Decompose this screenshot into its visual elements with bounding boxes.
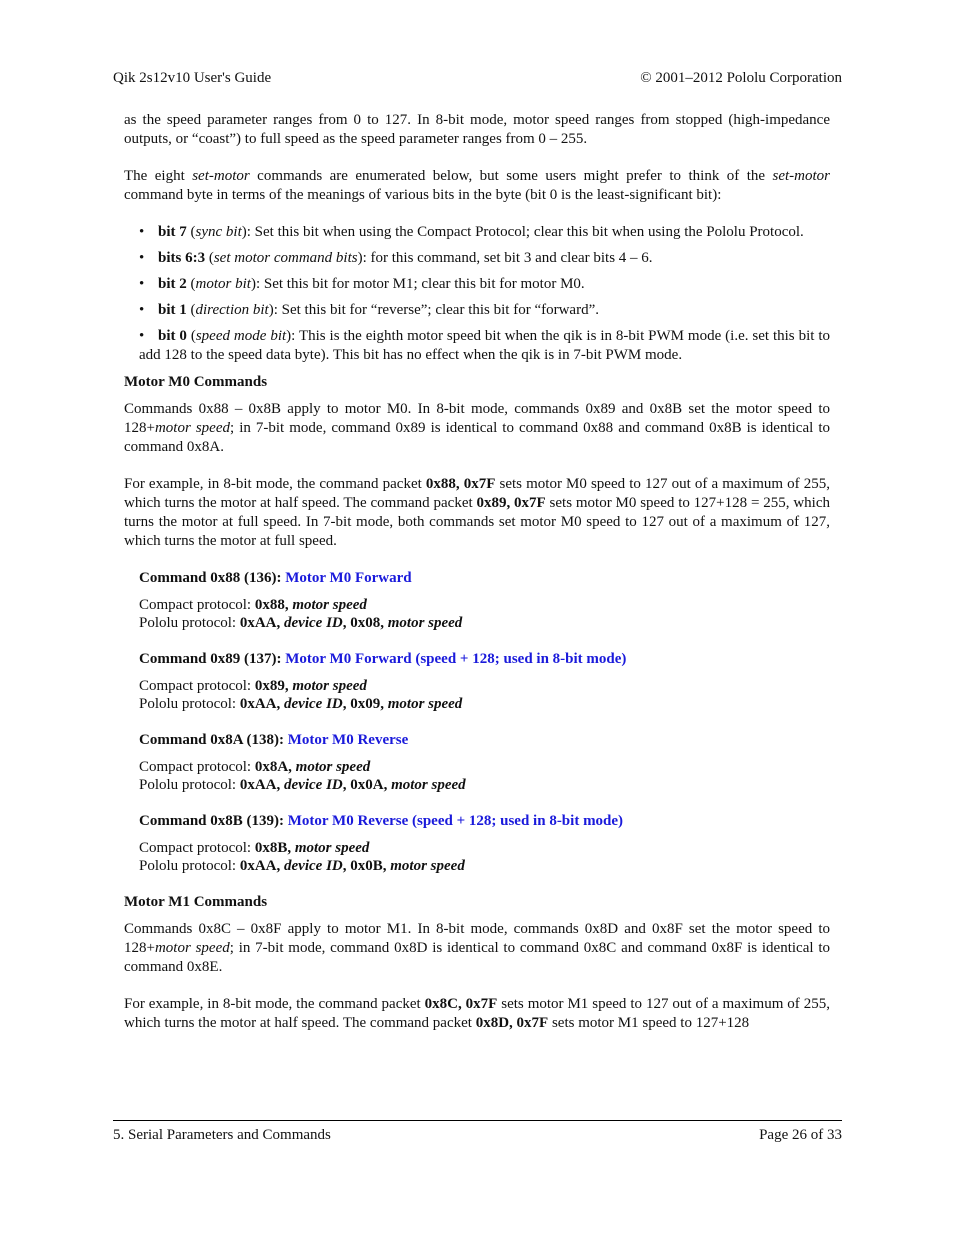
m1-paragraph-2: For example, in 8-bit mode, the command packet 0x8C, 0x7F sets motor M1 speed to 127 out of a maximum of 255, which turns the motor at half speed. The command packet 0x8D, 0x7F sets motor M1 speed to 127+128 <box>124 996 830 1031</box>
list-item: • bits 6:3 (set motor command bits): for this command, set bit 3 and clear bits 4 – 6. <box>139 250 653 266</box>
list-item: • bit 2 (motor bit): Set this bit for motor M1; clear this bit for motor M0. <box>139 276 585 292</box>
protocol-lines: Compact protocol: 0x89, motor speed Pololu protocol: 0xAA, device ID, 0x09, motor speed <box>139 678 463 712</box>
page-content <box>124 111 830 1033</box>
list-item: • bit 1 (direction bit): Set this bit for “reverse”; clear this bit for “forward”. <box>139 302 599 318</box>
header-doc-title: Qik 2s12v10 User's Guide <box>113 70 272 86</box>
command-block <box>124 650 830 713</box>
list-item: • bit 0 (speed mode bit): This is the eighth motor speed bit when the qik is in 8-bit PWM mode (i.e. set this bit to add 128 to the speed data byte). This bit has no effect when the qik is in 7-bit PWM mode. <box>139 328 830 363</box>
command-heading: Command 0x89 (137): Motor M0 Forward (speed + 128; used in 8-bit mode) <box>139 651 627 667</box>
command-heading: Command 0x8A (138): Motor M0 Reverse <box>139 732 409 748</box>
footer-divider <box>113 1120 842 1121</box>
section-heading-m1: Motor M1 Commands <box>124 894 268 910</box>
protocol-lines: Compact protocol: 0x8B, motor speed Pololu protocol: 0xAA, device ID, 0x0B, motor speed <box>139 840 465 874</box>
command-block <box>124 812 830 875</box>
command-link[interactable]: Motor M0 Forward <box>285 570 412 586</box>
command-link[interactable]: Motor M0 Reverse (speed + 128; used in 8-bit mode) <box>287 813 624 829</box>
command-block <box>124 569 830 632</box>
command-heading: Command 0x88 (136): Motor M0 Forward <box>139 570 412 586</box>
header-copyright: © 2001–2012 Pololu Corporation <box>640 70 842 86</box>
command-link[interactable]: Motor M0 Reverse <box>287 732 409 748</box>
intro-paragraph-1: as the speed parameter ranges from 0 to 127. In 8-bit mode, motor speed ranges from stopped (high-impedance outputs, or “coast”) to full speed as the speed parameter ranges from 0 – 255. <box>124 112 830 147</box>
footer-page-number: Page 26 of 33 <box>759 1127 842 1143</box>
list-item: • bit 7 (sync bit): Set this bit when using the Compact Protocol; clear this bit when using the Pololu Protocol. <box>139 224 804 240</box>
footer-section-title: 5. Serial Parameters and Commands <box>113 1127 331 1143</box>
bit-list <box>124 223 830 365</box>
intro-paragraph-2: The eight set-motor commands are enumerated below, but some users might prefer to think of the set-motor command byte in terms of the meanings of various bits in the byte (bit 0 is the least-significant bit): <box>124 168 830 203</box>
section-heading-m0: Motor M0 Commands <box>124 374 268 390</box>
m1-paragraph-1: Commands 0x8C – 0x8F apply to motor M1. In 8-bit mode, commands 0x8D and 0x8F set the motor speed to 128+motor speed; in 7-bit mode, command 0x8D is identical to command 0x8C and command 0x8F is identical to command 0x8E. <box>124 921 830 975</box>
protocol-lines: Compact protocol: 0x8A, motor speed Pololu protocol: 0xAA, device ID, 0x0A, motor speed <box>139 759 466 793</box>
m0-paragraph-1: Commands 0x88 – 0x8B apply to motor M0. In 8-bit mode, commands 0x89 and 0x8B set the motor speed to 128+motor speed; in 7-bit mode, command 0x89 is identical to command 0x88 and command 0x8B is identical to command 0x8A. <box>124 401 830 455</box>
command-link[interactable]: Motor M0 Forward (speed + 128; used in 8-bit mode) <box>285 651 627 667</box>
protocol-lines: Compact protocol: 0x88, motor speed Pololu protocol: 0xAA, device ID, 0x08, motor speed <box>139 597 463 631</box>
command-heading: Command 0x8B (139): Motor M0 Reverse (speed + 128; used in 8-bit mode) <box>139 813 624 829</box>
command-block <box>124 731 830 794</box>
m0-paragraph-2: For example, in 8-bit mode, the command packet 0x88, 0x7F sets motor M0 speed to 127 out of a maximum of 255, which turns the motor at half speed. The command packet 0x89, 0x7F sets motor M0 speed to 127+128 = 255, which turns the motor at full speed. In 7-bit mode, both commands set motor M0 speed to 127 out of a maximum of 127, which turns the motor at full speed. <box>124 476 830 549</box>
